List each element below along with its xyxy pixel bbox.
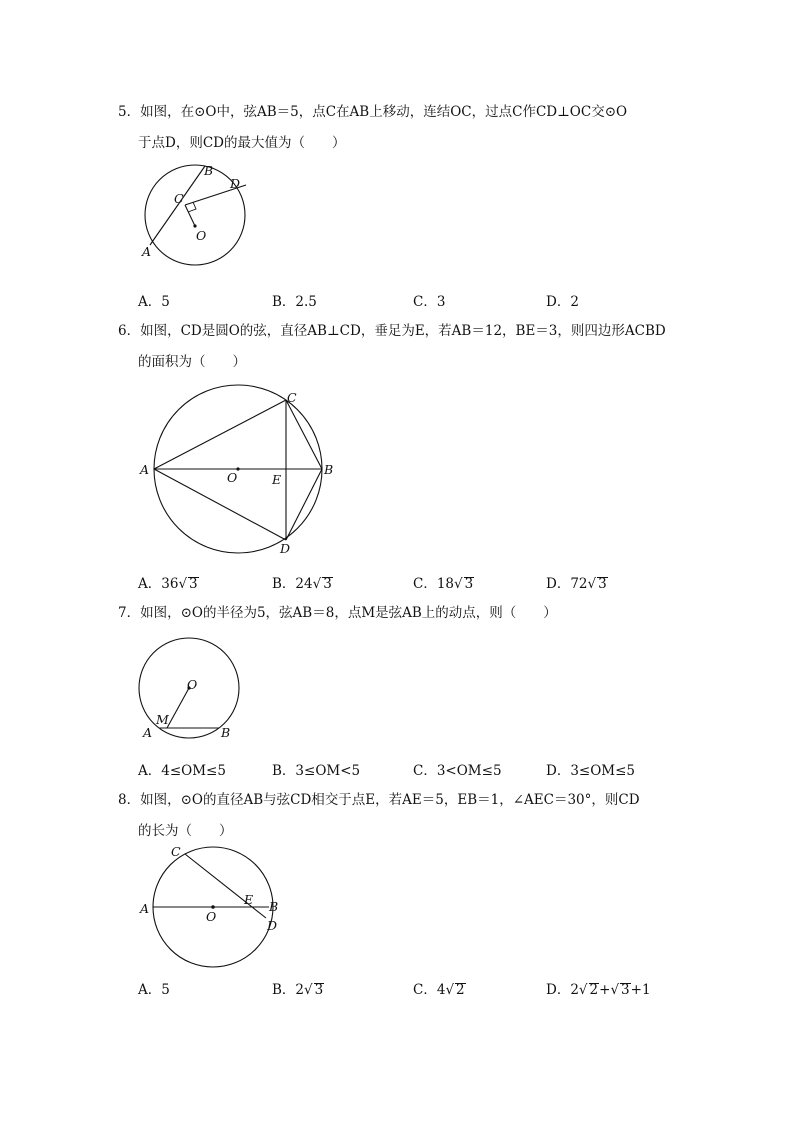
- q5-label-o: O: [196, 228, 207, 243]
- figure-q8: [135, 842, 295, 972]
- q7-option-b[interactable]: B．3≤OM<5: [272, 763, 361, 779]
- q6-option-d[interactable]: D．72√ 3: [546, 576, 607, 592]
- figure-q6: [135, 380, 345, 565]
- question-5: [118, 102, 627, 153]
- q6-label-a: A: [140, 462, 150, 477]
- q8-label-c: C: [171, 844, 181, 859]
- figure-q5: [130, 160, 260, 265]
- q8-label-o: O: [206, 909, 217, 924]
- q7-label-o: O: [187, 677, 198, 692]
- q6-label-d: D: [280, 541, 291, 556]
- q8-option-d[interactable]: D．2√ 2+√ 3+1: [546, 982, 651, 998]
- q6-option-b[interactable]: B．24√ 3: [272, 576, 332, 592]
- q8-label-d: D: [267, 918, 278, 933]
- q6-option-c[interactable]: C．18√ 3: [413, 576, 474, 592]
- q6-label-e: E: [272, 472, 282, 487]
- q8-option-a[interactable]: A．5: [138, 982, 170, 998]
- question-7: [118, 603, 557, 623]
- q8-label-a: A: [140, 901, 150, 916]
- q8-option-c[interactable]: C．4√ 2: [413, 982, 465, 998]
- q6-label-b: B: [324, 462, 334, 477]
- q5-option-d[interactable]: D．2: [546, 294, 579, 310]
- question-6-stem-line1: 6．如图，CD是圆O的弦，直径AB⊥CD，垂足为E，若AB＝12，BE＝3，则四边形ACBD: [118, 323, 666, 339]
- q5-label-d: D: [230, 176, 241, 191]
- q5-label-c: C: [174, 191, 184, 206]
- question-8: [118, 790, 640, 841]
- q8-label-b: B: [269, 899, 279, 914]
- question-7-stem-line1: 7．如图，⊙O的半径为5，弦AB＝8，点M是弦AB上的动点，则（ ）: [118, 605, 557, 621]
- question-6: [118, 321, 666, 372]
- q8-label-e: E: [244, 892, 254, 907]
- q6-label-o: O: [227, 470, 238, 485]
- q5-label-a: A: [142, 244, 152, 259]
- q7-label-a: A: [143, 725, 153, 740]
- question-8-stem-line2: 的长为（ ）: [138, 823, 233, 839]
- q5-option-b[interactable]: B．2.5: [272, 294, 317, 310]
- q7-option-d[interactable]: D．3≤OM≤5: [546, 763, 636, 779]
- question-5-stem-line2: 于点D，则CD的最大值为（ ）: [138, 135, 346, 151]
- q7-label-m: M: [156, 712, 169, 727]
- q6-label-c: C: [287, 390, 297, 405]
- q5-label-b: B: [204, 163, 214, 178]
- figure-q7: [135, 632, 250, 747]
- q7-label-b: B: [221, 725, 231, 740]
- question-5-stem-line1: 5．如图，在⊙O中，弦AB＝5，点C在AB上移动，连结OC，过点C作CD⊥OC交⊙O: [118, 104, 628, 120]
- q7-option-a[interactable]: A．4≤OM≤5: [138, 763, 226, 779]
- q6-option-a[interactable]: A．36√ 3: [138, 576, 198, 592]
- question-6-stem-line2: 的面积为（ ）: [138, 354, 246, 370]
- q5-option-a[interactable]: A．5: [138, 294, 170, 310]
- question-8-stem-line1: 8．如图，⊙O的直径AB与弦CD相交于点E，若AE＝5，EB＝1，∠AEC＝30°，则CD: [118, 792, 640, 808]
- q7-option-c[interactable]: C．3<OM≤5: [413, 763, 502, 779]
- q8-option-b[interactable]: B．2√ 3: [272, 982, 324, 998]
- q5-option-c[interactable]: C．3: [413, 294, 446, 310]
